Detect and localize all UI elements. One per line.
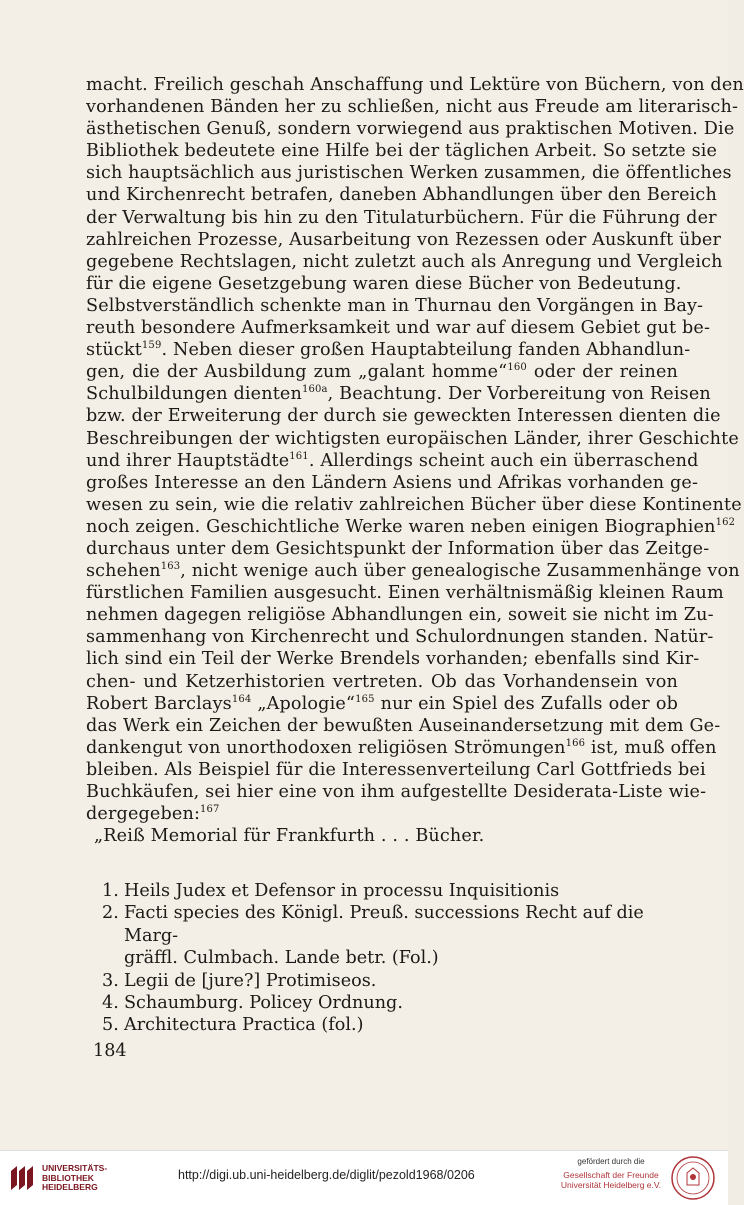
list-item-text: Schaumburg. Policey Ordnung. xyxy=(124,993,403,1014)
text-line xyxy=(86,715,721,737)
footnote-reference[interactable]: 162 xyxy=(715,516,736,528)
text-run: Robert Barclays xyxy=(86,693,232,714)
text-run: fürstlichen Familien ausgesucht. Einen verhältnismäßig kleinen Raum xyxy=(86,583,724,604)
text-run: „Reiß Memorial für Frankfurth . . . Bücher. xyxy=(94,826,485,847)
text-run: nur ein Spiel des Zufalls oder ob xyxy=(374,693,678,714)
text-line xyxy=(86,494,742,516)
text-run: bleiben. Als Beispiel für die Interessenverteilung Carl Gottfrieds bei xyxy=(86,759,706,780)
list-item-number: 4. xyxy=(102,993,119,1014)
text-line xyxy=(86,626,714,648)
text-run: lich sind ein Teil der Werke Brendels vorhanden; ebenfalls sind Kir- xyxy=(86,649,700,670)
text-line xyxy=(86,295,704,317)
text-line xyxy=(86,560,740,582)
text-run: für die eigene Gesetzgebung waren diese Bücher von Bedeutung. xyxy=(86,273,682,294)
text-run: und ihrer Hauptstädte xyxy=(86,450,290,471)
text-run: nehmen dagegen religiöse Abhandlungen ein, soweit sie nicht im Zu- xyxy=(86,605,714,626)
text-run: Buchkäufen, sei hier eine von ihm aufgestellte Desiderata-Liste wie- xyxy=(86,782,707,802)
text-line xyxy=(86,472,699,494)
text-run: . Allerdings scheint auch ein überraschend xyxy=(308,450,699,471)
university-library-logo-icon[interactable] xyxy=(8,1163,38,1193)
text-line xyxy=(86,582,724,604)
text-line xyxy=(86,825,678,847)
list-item xyxy=(102,970,678,992)
text-line xyxy=(86,140,718,162)
text-line xyxy=(86,118,735,140)
list-item-text: Architectura Practica (fol.) xyxy=(124,1015,364,1036)
list-item xyxy=(102,880,678,902)
permalink-url[interactable]: http://digi.ub.uni-heidelberg.de/diglit/pezold1968/0206 xyxy=(178,1168,475,1182)
text-line xyxy=(86,759,706,781)
text-line xyxy=(86,693,678,715)
text-line xyxy=(86,207,717,229)
list-item xyxy=(102,902,678,947)
list-item-number: 3. xyxy=(102,970,119,991)
text-line xyxy=(86,339,691,361)
text-run: durchaus unter dem Gesichtspunkt der Information über das Zeitge- xyxy=(86,538,710,559)
text-run: stückt xyxy=(86,340,142,361)
footnote-reference[interactable]: 163 xyxy=(160,561,181,573)
body-paragraph xyxy=(86,74,744,847)
text-line xyxy=(86,803,678,825)
text-run: , Beachtung. Der Vorbereitung von Reisen xyxy=(327,384,711,405)
text-run: sammenhang von Kirchenrecht und Schulordnungen standen. Natür- xyxy=(86,627,714,648)
list-item xyxy=(102,992,678,1014)
text-line xyxy=(86,184,717,206)
sponsor-block[interactable] xyxy=(560,1157,662,1190)
sponsor-label: gefördert durch die xyxy=(577,1157,645,1166)
text-line xyxy=(86,450,699,472)
text-line xyxy=(86,604,714,626)
text-run: . Neben dieser großen Hauptabteilung fanden Abhandlun- xyxy=(161,340,691,361)
text-line xyxy=(86,273,682,295)
text-line xyxy=(86,96,739,118)
footnote-reference[interactable]: 159 xyxy=(141,340,162,352)
text-run: schehen xyxy=(86,561,161,582)
text-run: oder der reinen xyxy=(526,362,678,383)
text-line xyxy=(86,671,678,693)
list-item-number: 1. xyxy=(102,881,119,901)
library-name-line: BIBLIOTHEK xyxy=(42,1172,94,1183)
desiderata-list xyxy=(102,880,678,1037)
library-name[interactable] xyxy=(42,1164,107,1193)
footnote-reference[interactable]: 166 xyxy=(565,737,586,749)
sponsor-name-line: Gesellschaft der Freunde xyxy=(563,1170,659,1180)
list-item xyxy=(102,1014,678,1036)
text-run: Bibliothek bedeutete eine Hilfe bei der täglichen Arbeit. So setzte sie xyxy=(86,141,718,162)
text-run: Schulbildungen dienten xyxy=(86,384,302,405)
text-run: dankengut von unorthodoxen religiösen Strömungen xyxy=(86,737,566,758)
text-run: dergegeben: xyxy=(86,804,201,825)
library-name-line: UNIVERSITÄTS- xyxy=(42,1163,108,1173)
list-item-text: Facti species des Königl. Preuß. successions Recht auf die Marg- xyxy=(124,903,644,946)
text-line xyxy=(86,648,700,670)
text-run: gen, die der Ausbildung zum „galant homme“ xyxy=(86,362,508,383)
text-line xyxy=(86,781,707,803)
list-item-number: 5. xyxy=(102,1015,119,1036)
text-line xyxy=(86,538,710,560)
list-item-number: 2. xyxy=(102,903,119,924)
text-line xyxy=(86,229,722,251)
text-run: bzw. der Erweiterung der durch sie geweckten Interessen dienten die xyxy=(86,406,721,427)
text-run: vorhandenen Bänden her zu schließen, nicht aus Freude am literarisch- xyxy=(86,97,739,118)
text-line xyxy=(86,317,711,339)
text-run: zahlreichen Prozesse, Ausarbeitung von Rezessen oder Auskunft über xyxy=(86,229,722,250)
text-run: noch zeigen. Geschichtliche Werke waren neben einigen Biographien xyxy=(86,516,716,537)
text-run: chen- und Ketzerhistorien vertreten. Ob das Vorhandensein von xyxy=(86,671,678,692)
text-run: „Apologie“ xyxy=(251,693,356,714)
text-run: großes Interesse an den Ländern Asiens und Afrikas vorhanden ge- xyxy=(86,472,699,493)
text-line xyxy=(86,251,723,273)
text-run: reuth besondere Aufmerksamkeit und war auf diesem Gebiet gut be- xyxy=(86,318,711,339)
text-run: ästhetischen Genuß, sondern vorwiegend aus praktischen Motiven. Die xyxy=(86,119,735,140)
footnote-reference[interactable]: 160 xyxy=(507,362,527,374)
footnote-reference[interactable]: 164 xyxy=(231,693,252,705)
text-line xyxy=(86,737,717,759)
text-line xyxy=(86,361,678,383)
text-run: Beschreibungen der wichtigsten europäischen Länder, ihrer Geschichte xyxy=(86,428,739,449)
digitization-footer xyxy=(0,1150,728,1205)
text-line xyxy=(86,428,739,450)
text-line xyxy=(86,74,744,96)
university-seal-icon xyxy=(670,1155,716,1201)
footnote-reference[interactable]: 161 xyxy=(289,450,309,462)
text-line xyxy=(86,516,736,538)
text-run: , nicht wenige auch über genealogische Zusammenhänge von xyxy=(180,561,740,582)
text-line xyxy=(86,405,721,427)
list-item-text: Heils Judex et Defensor in processu Inquisitionis xyxy=(124,881,560,901)
list-item-text: Legii de [jure?] Protimiseos. xyxy=(124,970,377,991)
text-line xyxy=(86,383,711,405)
text-run: macht. Freilich geschah Anschaffung und Lektüre von Büchern, von den xyxy=(86,75,744,95)
sponsor-name-line: Universität Heidelberg e.V. xyxy=(560,1180,662,1190)
text-run: das Werk ein Zeichen der bewußten Auseinandersetzung mit dem Ge- xyxy=(86,715,721,736)
text-run: sich hauptsächlich aus juristischen Werken zusammen, die öffentliches xyxy=(86,163,732,184)
footnote-reference[interactable]: 165 xyxy=(355,693,375,705)
list-item-continuation: gräffl. Culmbach. Lande betr. (Fol.) xyxy=(124,948,439,969)
footnote-reference[interactable]: 160a xyxy=(301,384,328,396)
text-run: gegebene Rechtslagen, nicht zuletzt auch als Anregung und Vergleich xyxy=(86,251,723,272)
text-run: der Verwaltung bis hin zu den Titulaturbüchern. Für die Führung der xyxy=(86,207,717,228)
page-number: 184 xyxy=(93,1041,127,1061)
footnote-reference[interactable]: 167 xyxy=(200,804,220,816)
text-run: ist, muß offen xyxy=(585,737,717,758)
text-run: und Kirchenrecht betrafen, daneben Abhandlungen über den Bereich xyxy=(86,185,717,206)
library-name-line: HEIDELBERG xyxy=(42,1182,98,1192)
text-run: Selbstverständlich schenkte man in Thurnau den Vorgängen in Bay- xyxy=(86,295,704,316)
text-line xyxy=(86,162,732,184)
text-run: wesen zu sein, wie die relativ zahlreichen Bücher über diese Kontinente xyxy=(86,494,742,515)
